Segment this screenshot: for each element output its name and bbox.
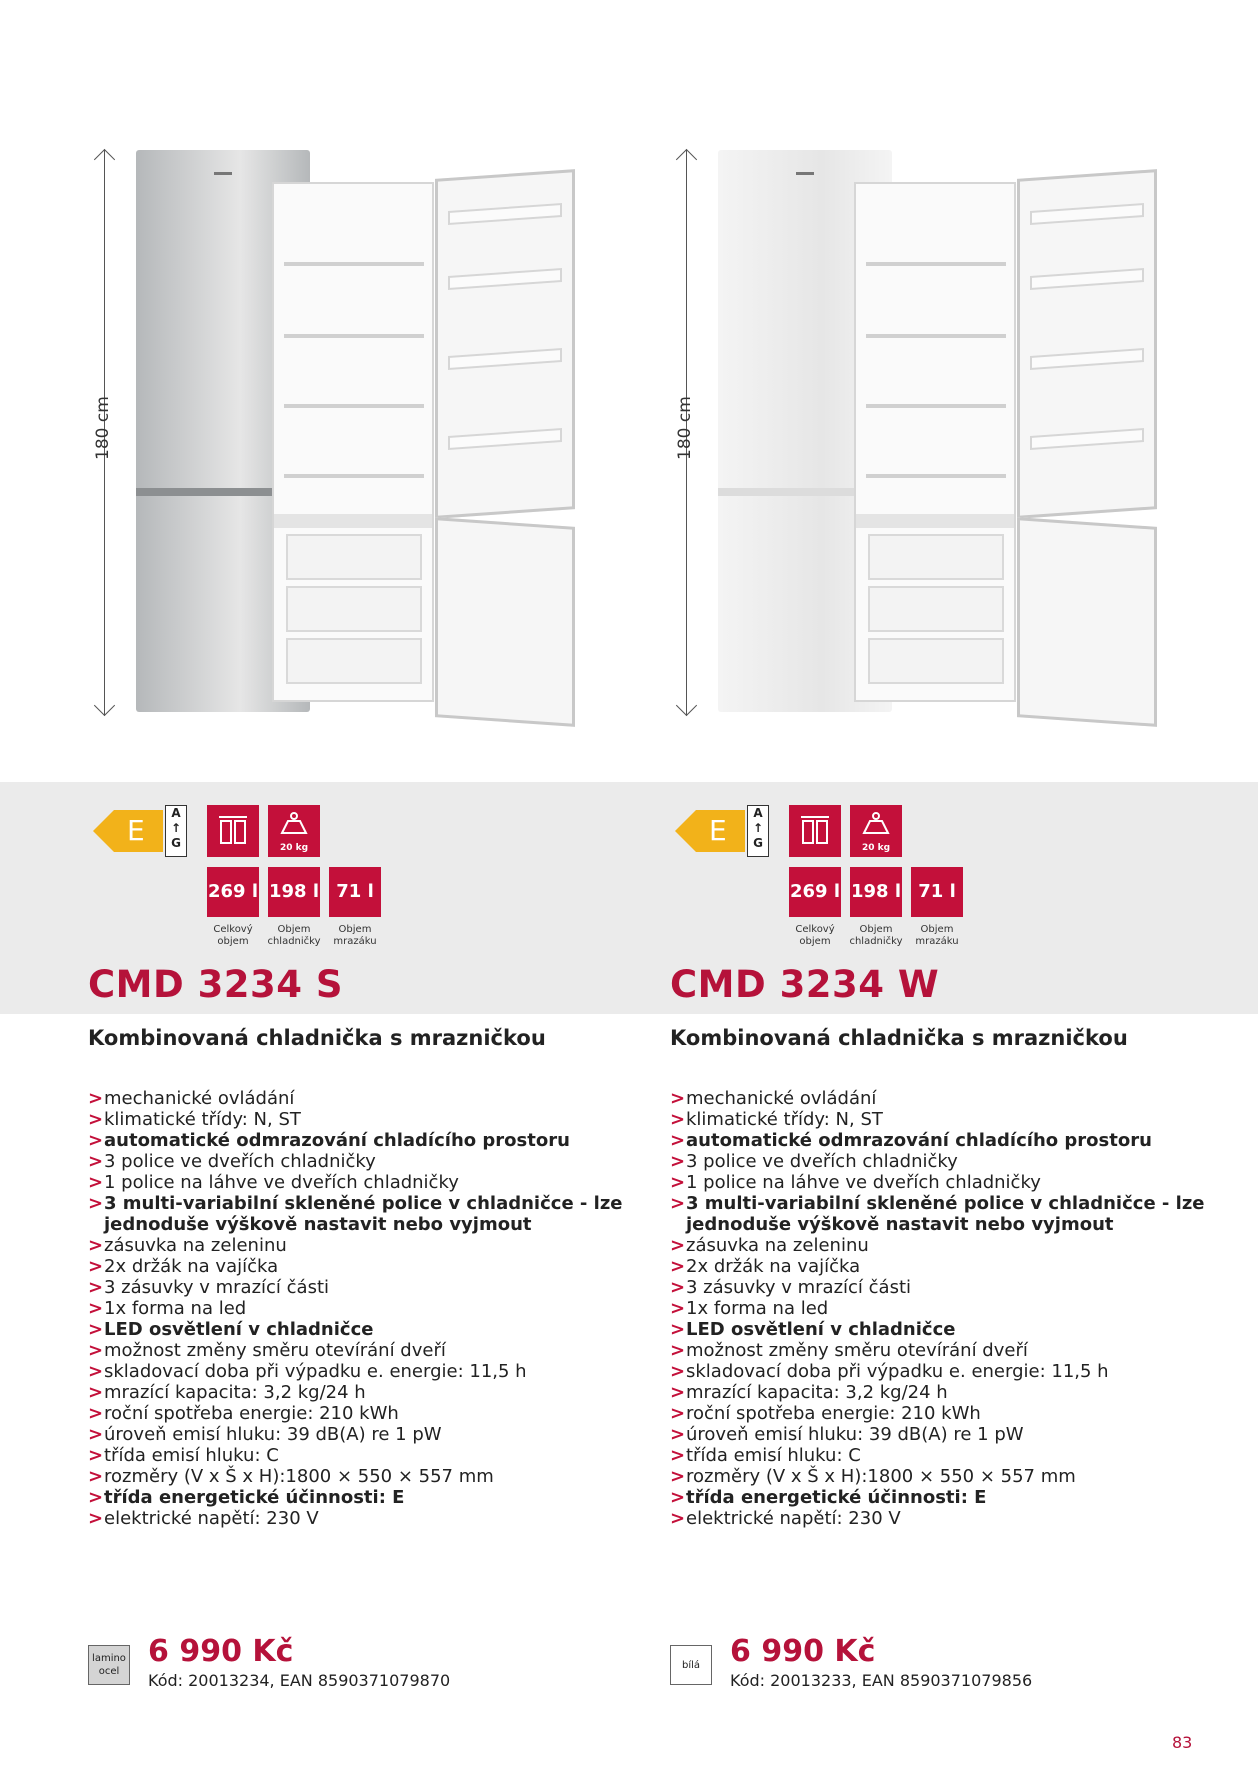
feature-item: > 1x forma na led bbox=[670, 1298, 1190, 1319]
brand-mark bbox=[796, 172, 814, 175]
feature-item: > automatické odmrazování chladícího prostoru bbox=[88, 1130, 608, 1151]
product-card-silver bbox=[0, 0, 623, 1785]
feature-item: > LED osvětlení v chladničce bbox=[88, 1319, 608, 1340]
fridge-cabinet bbox=[854, 182, 1016, 702]
feature-item: > 3 multi-variabilní skleněné police v chladničce - lze bbox=[670, 1193, 1190, 1214]
freezer-door bbox=[435, 517, 575, 727]
feature-item: > 3 zásuvky v mrazící části bbox=[88, 1277, 608, 1298]
feature-item: > mechanické ovládání bbox=[88, 1088, 608, 1109]
freezer-capacity-icon: 20 kg bbox=[268, 805, 320, 857]
climate-class-icon bbox=[207, 805, 259, 857]
feature-item: > klimatické třídy: N, ST bbox=[670, 1109, 1190, 1130]
fridge-volume-badge: 198 l bbox=[268, 867, 320, 917]
height-dimension bbox=[677, 150, 697, 715]
feature-item: > 3 zásuvky v mrazící části bbox=[670, 1277, 1190, 1298]
feature-item: > úroveň emisí hluku: 39 dB(A) re 1 pW bbox=[670, 1424, 1190, 1445]
feature-item: > zásuvka na zeleninu bbox=[670, 1235, 1190, 1256]
feature-item: > mrazící kapacita: 3,2 kg/24 h bbox=[670, 1382, 1190, 1403]
total-volume-label: Celkový objem bbox=[795, 924, 835, 947]
product-code: Kód: 20013234, EAN 8590371079870 bbox=[148, 1671, 451, 1690]
feature-item: > třída energetické účinnosti: E bbox=[670, 1487, 1190, 1508]
feature-item: > elektrické napětí: 230 V bbox=[670, 1508, 1190, 1529]
feature-list bbox=[670, 1088, 1205, 1529]
feature-item: > skladovací doba při výpadku e. energie: 11,5 h bbox=[88, 1361, 608, 1382]
feature-item: > možnost změny směru otevírání dveří bbox=[670, 1340, 1190, 1361]
arrow-up-icon bbox=[94, 149, 115, 170]
price: 6 990 Kč bbox=[730, 1634, 876, 1669]
feature-item: > rozměry (V x Š x H):1800 × 550 × 557 mm bbox=[88, 1466, 608, 1487]
fridge-volume-badge: 198 l bbox=[850, 867, 902, 917]
feature-item: > automatické odmrazování chladícího prostoru bbox=[670, 1130, 1190, 1151]
fridge-open-image bbox=[854, 182, 1164, 772]
color-swatch: bílá bbox=[670, 1645, 712, 1685]
height-label: 180 cm bbox=[675, 396, 695, 460]
fridge-door bbox=[435, 169, 575, 519]
feature-item: > třída emisí hluku: C bbox=[670, 1445, 1190, 1466]
climate-class-icon bbox=[789, 805, 841, 857]
energy-label-icon: E A ↑ G bbox=[93, 805, 188, 857]
feature-item: > skladovací doba při výpadku e. energie: 11,5 h bbox=[670, 1361, 1190, 1382]
fridge-volume-label: Objem chladničky bbox=[267, 924, 321, 947]
feature-item: > LED osvětlení v chladničce bbox=[670, 1319, 1190, 1340]
feature-item: > 2x držák na vajíčka bbox=[88, 1256, 608, 1277]
feature-item: > třída energetické účinnosti: E bbox=[88, 1487, 608, 1508]
arrow-down-icon bbox=[94, 695, 115, 716]
feature-item: > 3 multi-variabilní skleněné police v chladničce - lze bbox=[88, 1193, 608, 1214]
price: 6 990 Kč bbox=[148, 1634, 294, 1669]
feature-item: > 1x forma na led bbox=[88, 1298, 608, 1319]
feature-item: > třída emisí hluku: C bbox=[88, 1445, 608, 1466]
feature-item: > 3 police ve dveřích chladničky bbox=[88, 1151, 608, 1172]
freezer-capacity-icon: 20 kg bbox=[850, 805, 902, 857]
freezer-volume-badge: 71 l bbox=[329, 867, 381, 917]
feature-item: > úroveň emisí hluku: 39 dB(A) re 1 pW bbox=[88, 1424, 608, 1445]
feature-item: > rozměry (V x Š x H):1800 × 550 × 557 mm bbox=[670, 1466, 1190, 1487]
freezer-volume-label: Objem mrazáku bbox=[333, 924, 377, 947]
feature-item: > 1 police na láhve ve dveřích chladničky bbox=[88, 1172, 608, 1193]
total-volume-badge: 269 l bbox=[789, 867, 841, 917]
freezer-volume-label: Objem mrazáku bbox=[915, 924, 959, 947]
height-label: 180 cm bbox=[93, 396, 113, 460]
fridge-open-image bbox=[272, 182, 582, 772]
feature-item: > roční spotřeba energie: 210 kWh bbox=[670, 1403, 1190, 1424]
freezer-volume-badge: 71 l bbox=[911, 867, 963, 917]
feature-item: > klimatické třídy: N, ST bbox=[88, 1109, 608, 1130]
model-name: CMD 3234 S bbox=[88, 963, 344, 1006]
color-swatch: lamino ocel bbox=[88, 1645, 130, 1685]
page-number: 83 bbox=[1172, 1733, 1193, 1752]
product-subtitle: Kombinovaná chladnička s mrazničkou bbox=[670, 1026, 1128, 1050]
feature-list bbox=[88, 1088, 623, 1529]
fridge-volume-label: Objem chladničky bbox=[849, 924, 903, 947]
feature-item: > mechanické ovládání bbox=[670, 1088, 1190, 1109]
freezer-door bbox=[1017, 517, 1157, 727]
product-subtitle: Kombinovaná chladnička s mrazničkou bbox=[88, 1026, 546, 1050]
arrow-down-icon bbox=[676, 695, 697, 716]
feature-item: > možnost změny směru otevírání dveří bbox=[88, 1340, 608, 1361]
feature-item: > elektrické napětí: 230 V bbox=[88, 1508, 608, 1529]
feature-item: > 1 police na láhve ve dveřích chladničky bbox=[670, 1172, 1190, 1193]
feature-item: > roční spotřeba energie: 210 kWh bbox=[88, 1403, 608, 1424]
height-dimension bbox=[95, 150, 115, 715]
arrow-up-icon bbox=[676, 149, 697, 170]
model-name: CMD 3234 W bbox=[670, 963, 940, 1006]
brand-mark bbox=[214, 172, 232, 175]
feature-item: > 3 police ve dveřích chladničky bbox=[670, 1151, 1190, 1172]
feature-item: > mrazící kapacita: 3,2 kg/24 h bbox=[88, 1382, 608, 1403]
fridge-door bbox=[1017, 169, 1157, 519]
total-volume-badge: 269 l bbox=[207, 867, 259, 917]
total-volume-label: Celkový objem bbox=[213, 924, 253, 947]
fridge-cabinet bbox=[272, 182, 434, 702]
feature-item: > zásuvka na zeleninu bbox=[88, 1235, 608, 1256]
feature-item: jednoduše výškově nastavit nebo vyjmout bbox=[104, 1214, 532, 1235]
feature-item: > 2x držák na vajíčka bbox=[670, 1256, 1190, 1277]
product-code: Kód: 20013233, EAN 8590371079856 bbox=[730, 1671, 1033, 1690]
feature-item: jednoduše výškově nastavit nebo vyjmout bbox=[686, 1214, 1114, 1235]
energy-label-icon: E A ↑ G bbox=[675, 805, 770, 857]
